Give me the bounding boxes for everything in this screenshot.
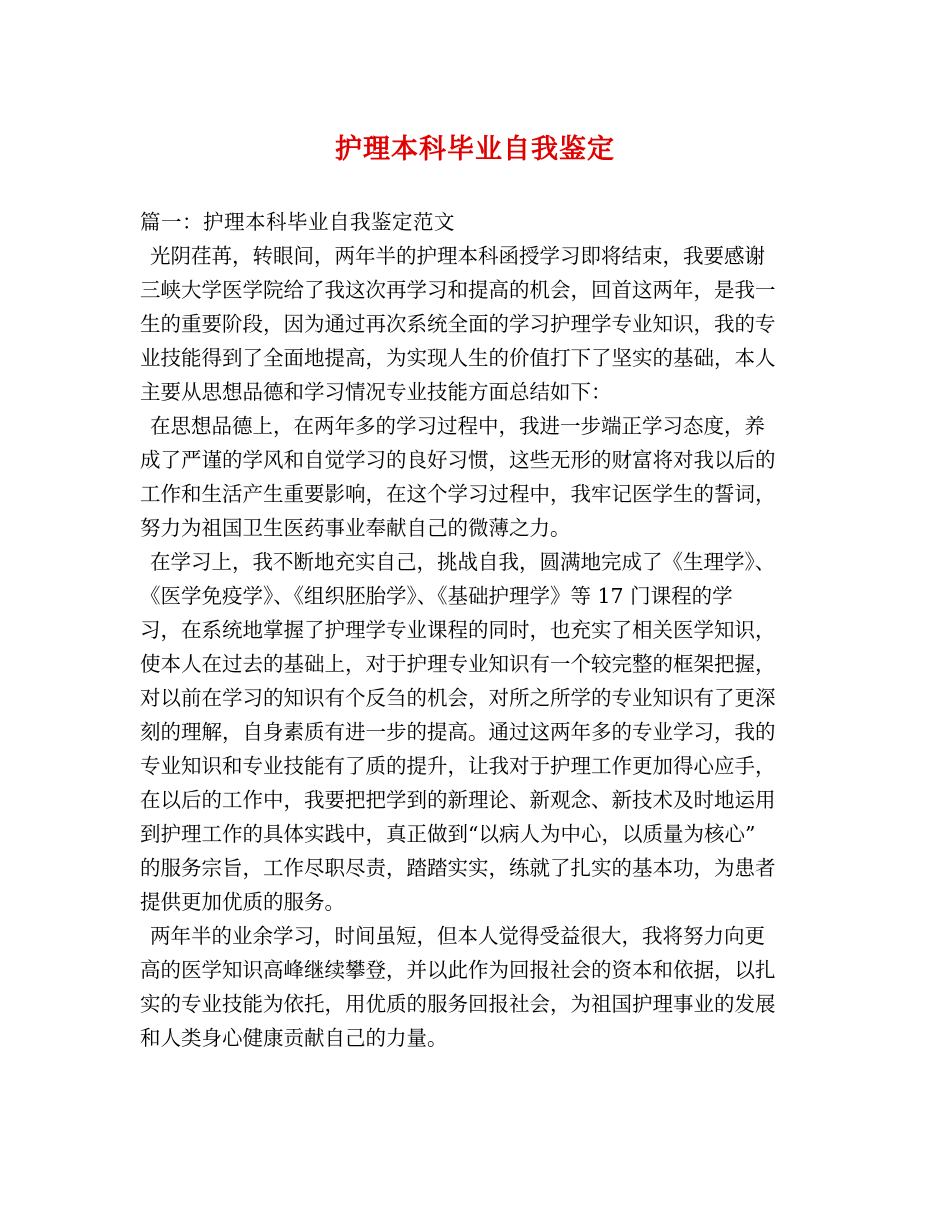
paragraph-line: 专业知识和专业技能有了质的提升，让我对于护理工作更加得心应手，: [140, 754, 776, 778]
paragraph-line: 主要从思想品德和学习情况专业技能方面总结如下：: [140, 380, 612, 404]
paragraph-line: 高的医学知识高峰继续攀登，并以此作为回报社会的资本和依据，以扎: [140, 958, 776, 982]
paragraph-line: 两年半的业余学习，时间虽短，但本人觉得受益很大，我将努力向更: [150, 924, 765, 948]
paragraph-line: 业技能得到了全面地提高，为实现人生的价值打下了坚实的基础，本人: [140, 346, 776, 370]
document-body: [140, 205, 820, 1055]
paragraph-line: 提供更加优质的服务。: [140, 890, 345, 914]
paragraph-line: 生的重要阶段，因为通过再次系统全面的学习护理学专业知识，我的专: [140, 312, 776, 336]
section-heading: 篇一：护理本科毕业自我鉴定范文: [140, 210, 455, 234]
paragraph-line: 刻的理解，自身素质有进一步的提高。通过这两年多的专业学习，我的: [140, 720, 776, 744]
document-title: 护理本科毕业自我鉴定: [335, 134, 615, 165]
paragraph-line: 在以后的工作中，我要把把学到的新理论、新观念、新技术及时地运用: [140, 788, 776, 812]
paragraph-line: 工作和生活产生重要影响，在这个学习过程中，我牢记医学生的誓词，: [140, 482, 776, 506]
paragraph-line: 和人类身心健康贡献自己的力量。: [140, 1026, 448, 1050]
paragraph-line: 实的专业技能为依托，用优质的服务回报社会，为祖国护理事业的发展: [140, 992, 776, 1016]
paragraph-line: 努力为祖国卫生医药事业奉献自己的微薄之力。: [140, 516, 571, 540]
paragraph-line: 对以前在学习的知识有个反刍的机会，对所之所学的专业知识有了更深: [140, 686, 776, 710]
paragraph-line: 成了严谨的学风和自觉学习的良好习惯，这些无形的财富将对我以后的: [140, 448, 776, 472]
paragraph-line: 习，在系统地掌握了护理学专业课程的同时，也充实了相关医学知识，: [140, 618, 776, 642]
paragraph-line: 的服务宗旨，工作尽职尽责，踏踏实实，练就了扎实的基本功，为患者: [140, 856, 776, 880]
paragraph-line: 到护理工作的具体实践中，真正做到“以病人为中心，以质量为核心”: [140, 822, 756, 846]
paragraph-line: 在学习上，我不断地充实自己，挑战自我，圆满地完成了《生理学》、: [150, 550, 776, 574]
paragraph-line: 光阴荏苒，转眼间，两年半的护理本科函授学习即将结束，我要感谢: [150, 244, 765, 268]
paragraph-line: 三峡大学医学院给了我这次再学习和提高的机会，回首这两年，是我一: [140, 278, 776, 302]
paragraph-line: 在思想品德上，在两年多的学习过程中，我进一步端正学习态度，养: [150, 414, 765, 438]
paragraph-line: 使本人在过去的基础上，对于护理专业知识有一个较完整的框架把握，: [140, 652, 776, 676]
paragraph-line: 《医学免疫学》、《组织胚胎学》、《基础护理学》等 17 门课程的学: [140, 584, 733, 608]
